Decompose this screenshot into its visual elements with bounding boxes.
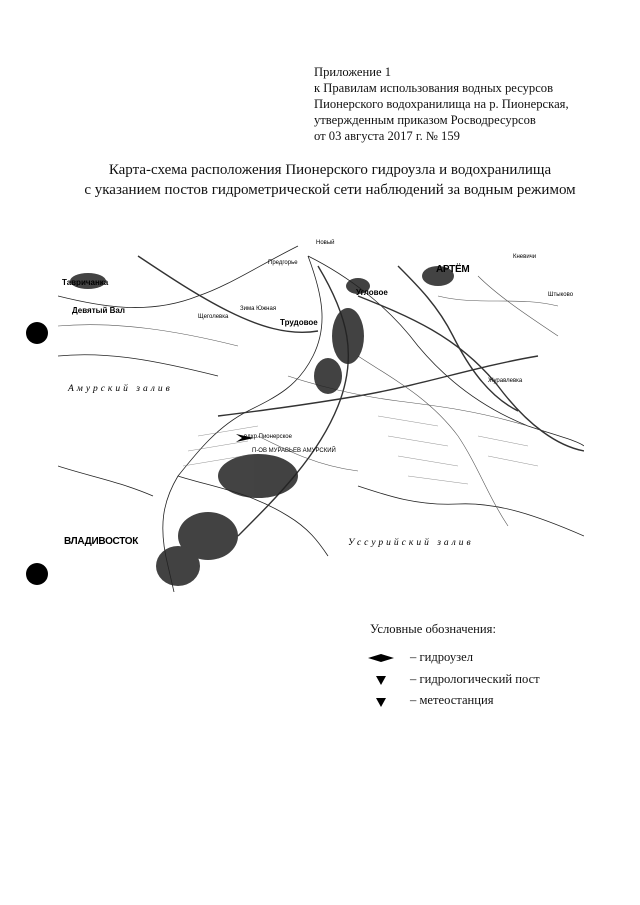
map-label-vladivostok: ВЛАДИВОСТОК [64, 536, 139, 547]
map-label-pionerskoe: вдхр.Пионерское [244, 434, 292, 440]
map-label-muravyev: П-ОВ МУРАВЬЕВ АМУРСКИЙ [252, 448, 336, 454]
punch-hole-icon [26, 563, 48, 585]
legend-title: Условные обозначения: [370, 622, 496, 636]
map-label-trudovoe: Трудовое [280, 318, 318, 327]
weather-station-icon [368, 695, 394, 707]
map-label-zhuravlevka: Журавлевка [488, 378, 523, 384]
legend-label: – гидрологический пост [410, 672, 540, 686]
map-label-amur-bay: Амурский залив [68, 384, 173, 394]
title-line-2: с указанием постов гидрометрической сети наблюдений за водным режимом [84, 182, 576, 198]
map-label-zima-yuzhnaya: Зима Южная [240, 306, 277, 312]
appendix-line: от 03 августа 2017 г. № 159 [314, 129, 460, 143]
document-title [40, 160, 620, 200]
punch-hole-icon [26, 322, 48, 344]
map-label-shtykovo: Штыково [548, 292, 574, 298]
appendix-line: утвержденным приказом Росводресурсов [314, 113, 536, 127]
legend-label: – гидроузел [410, 650, 474, 664]
appendix-header [314, 64, 624, 144]
map-label-shchegolevka: Щеголевка [198, 314, 229, 320]
map-scheme [58, 236, 584, 592]
map-label-predgorye: Предгорье [268, 260, 298, 266]
map-label-devyatyi-val: Девятый Вал [72, 306, 125, 315]
map-label-ussuri-bay: Уссурийский залив [348, 538, 474, 548]
map-label-tavrichanka: Тавричанка [62, 278, 109, 287]
appendix-line: Приложение 1 [314, 65, 392, 79]
map-label-novy: Новый [316, 240, 335, 246]
map-label-uglovoe: Угловое [356, 288, 388, 297]
hydrology-post-icon [368, 674, 394, 686]
legend-label: – метеостанция [410, 693, 494, 707]
title-line-1: Карта-схема расположения Пионерского гидроузла и водохранилища [108, 162, 552, 178]
map-label-knevichi: Кневичи [513, 254, 537, 260]
hydro-node-icon [368, 652, 394, 664]
appendix-line: Пионерского водохранилища на р. Пионерская, [314, 97, 569, 111]
appendix-line: к Правилам использования водных ресурсов [314, 81, 554, 95]
map-label-artem: АРТЁМ [436, 264, 470, 275]
